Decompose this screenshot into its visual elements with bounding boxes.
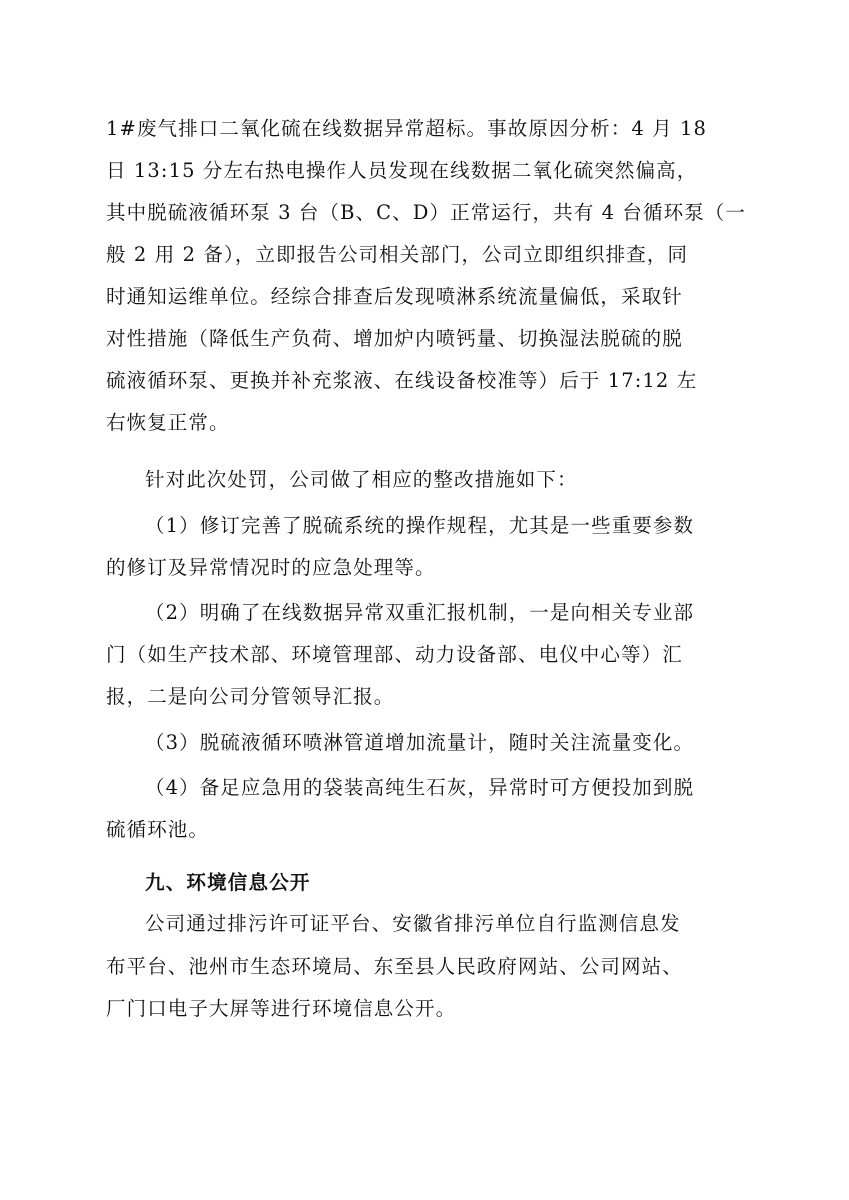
paragraph-3-line-1: （1）修订完善了脱硫系统的操作规程，尤其是一些重要参数 xyxy=(145,514,695,537)
paragraph-1-line-2: 日 13:15 分左右热电操作人员发现在线数据二氧化硫突然偏高， xyxy=(106,159,698,182)
paragraph-4-line-2: 门（如生产技术部、环境管理部、动力设备部、电仪中心等）汇 xyxy=(106,643,683,666)
paragraph-1-line-4: 般 2 用 2 备），立即报告公司相关部门，公司立即组织排查，同 xyxy=(106,243,689,266)
paragraph-5-line-1: （3）脱硫液循环喷淋管道增加流量计，随时关注流量变化。 xyxy=(145,731,695,754)
paragraph-1-line-6: 对性措施（降低生产负荷、增加炉内喷钙量、切换湿法脱硫的脱 xyxy=(106,327,683,350)
section-paragraph-line-1: 公司通过排污许可证平台、安徽省排污单位自行监测信息发 xyxy=(145,912,681,935)
section-paragraph-line-2: 布平台、池州市生态环境局、东至县人民政府网站、公司网站、 xyxy=(106,955,683,978)
paragraph-3-line-2: 的修订及异常情况时的应急处理等。 xyxy=(106,556,436,579)
paragraph-1-line-7: 硫液循环泵、更换并补充浆液、在线设备校准等）后于 17:12 左 xyxy=(106,369,698,392)
paragraph-6-line-2: 硫循环池。 xyxy=(106,818,210,841)
paragraph-1-line-3: 其中脱硫液循环泵 3 台（B、C、D）正常运行，共有 4 台循环泵（一 xyxy=(106,201,746,224)
section-paragraph-line-3: 厂门口电子大屏等进行环境信息公开。 xyxy=(106,997,457,1020)
paragraph-1-line-8: 右恢复正常。 xyxy=(106,411,230,434)
paragraph-2-line-1: 针对此次处罚，公司做了相应的整改措施如下： xyxy=(145,468,578,491)
paragraph-4-line-1: （2）明确了在线数据异常双重汇报机制，一是向相关专业部 xyxy=(145,601,695,624)
paragraph-6-line-1: （4）备足应急用的袋装高纯生石灰，异常时可方便投加到脱 xyxy=(145,776,695,799)
paragraph-1-line-5: 时通知运维单位。经综合排查后发现喷淋系统流量偏低，采取针 xyxy=(106,285,683,308)
paragraph-4-line-3: 报，二是向公司分管领导汇报。 xyxy=(106,685,395,708)
section-heading: 九、环境信息公开 xyxy=(145,871,311,894)
paragraph-1-line-1: 1#废气排口二氧化硫在线数据异常超标。事故原因分析：4 月 18 xyxy=(106,117,708,140)
